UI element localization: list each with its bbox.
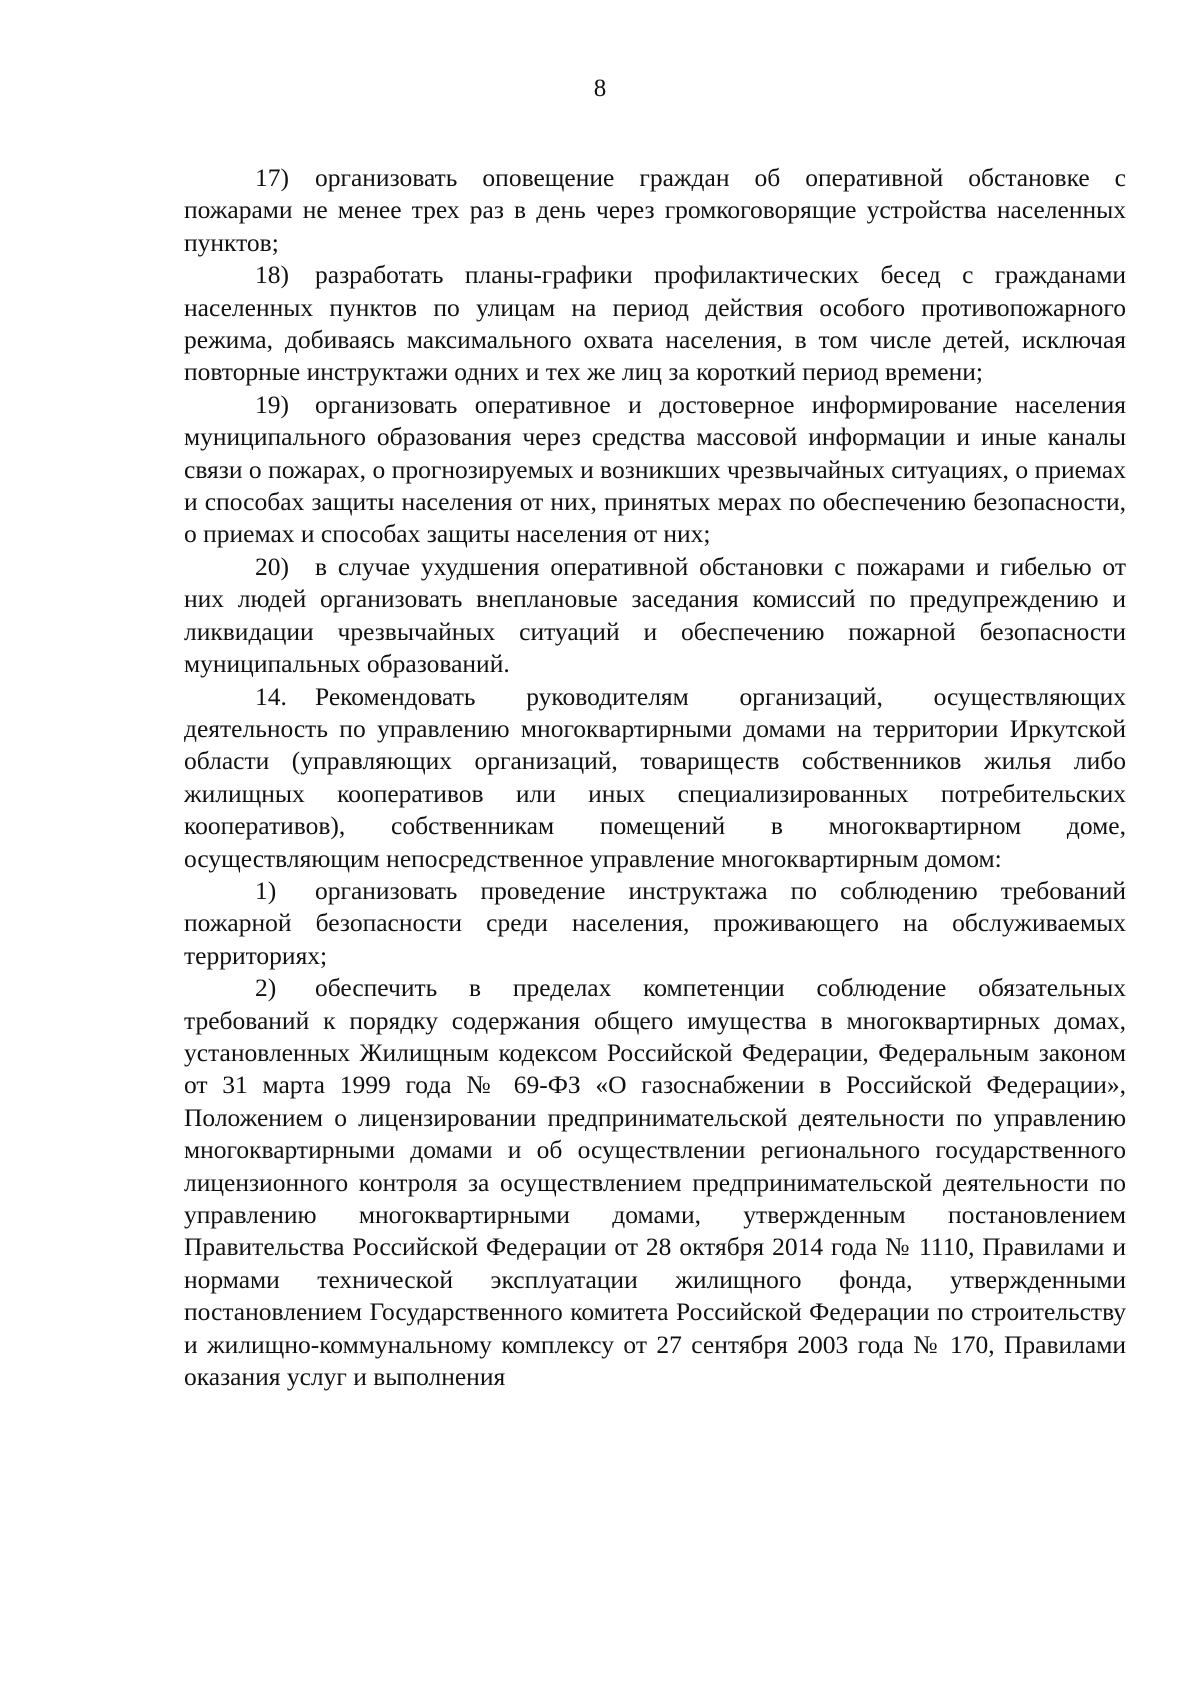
item-text: организовать оповещение граждан об оперативной обстановке с пожарами не менее трех раз в день через громкоговорящие устройства населенных пунктов; xyxy=(184,163,1126,257)
document-body xyxy=(184,162,1126,1393)
item-number: 20) xyxy=(255,551,289,581)
section-number: 14. xyxy=(255,681,287,711)
paragraph-item-20 xyxy=(184,551,1126,681)
item-number: 1) xyxy=(255,875,277,905)
item-text: организовать оперативное и достоверное информирование населения муниципального образования через средства массовой информации и иные каналы связи о пожарах, о прогнозируемых и возникших чрезвычайных ситуациях, о приемах и способах защиты населения от них, принятых мерах по обеспечению безопасности, о приемах и способах защиты населения от них; xyxy=(184,389,1126,549)
item-text: в случае ухудшения оперативной обстановки с пожарами и гибелью от них людей организовать внеплановые заседания комиссий по предупреждению и ликвидации чрезвычайных ситуаций и обеспечению пожарной безопасности муниципальных образований. xyxy=(184,551,1126,679)
item-text: обеспечить в пределах компетенции соблюдение обязательных требований к порядку содержания общего имущества в многоквартирных домах, установленных Жилищным кодексом Российской Федерации, Федеральным законом от 31 марта 1999 года № 69-ФЗ «О газоснабжении в Российской Федерации», Положением о лицензировании предпринимательской деятельности по управлению многоквартирными домами и об осуществлении регионального государственного лицензионного контроля за осуществлением предпринимательской деятельности по управлению многоквартирными домами, утвержденным постановлением Правительства Российской Федерации от 28 октября 2014 года № 1110, Правилами и нормами технической эксплуатации жилищного фонда, утвержденными постановлением Государственного комитета Российской Федерации по строительству и жилищно-коммунальному комплексу от 27 сентября 2003 года № 170, Правилами оказания услуг и выполнения xyxy=(184,973,1126,1392)
item-number: 19) xyxy=(255,389,289,419)
section-text: Рекомендовать руководителям организаций, осуществляющих деятельность по управлению многоквартирными домами на территории Иркутской области (управляющих организаций, товариществ собственников жилья либо жилищных кооперативов или иных специализированных потребительских кооперативов), собственникам помещений в многоквартирном доме, осуществляющим непосредственное управление многоквартирным домом: xyxy=(184,681,1126,873)
item-text: организовать проведение инструктажа по соблюдению требований пожарной безопасности среди населения, проживающего на обслуживаемых территориях; xyxy=(184,875,1126,970)
paragraph-item-1 xyxy=(184,875,1126,972)
item-number: 18) xyxy=(255,260,289,290)
page-number: 8 xyxy=(593,75,607,102)
paragraph-item-17 xyxy=(184,162,1126,259)
paragraph-item-18 xyxy=(184,259,1126,389)
item-number: 17) xyxy=(255,163,289,192)
item-text: разработать планы-графики профилактических бесед с гражданами населенных пунктов по улицам на период действия особого противопожарного режима, добиваясь максимального охвата населения, в том числе детей, исключая повторные инструктажи одних и тех же лиц за короткий период времени; xyxy=(184,260,1126,387)
paragraph-item-19 xyxy=(184,389,1126,551)
paragraph-item-2 xyxy=(184,972,1126,1393)
item-number: 2) xyxy=(255,973,277,1003)
paragraph-section-14 xyxy=(184,681,1126,875)
